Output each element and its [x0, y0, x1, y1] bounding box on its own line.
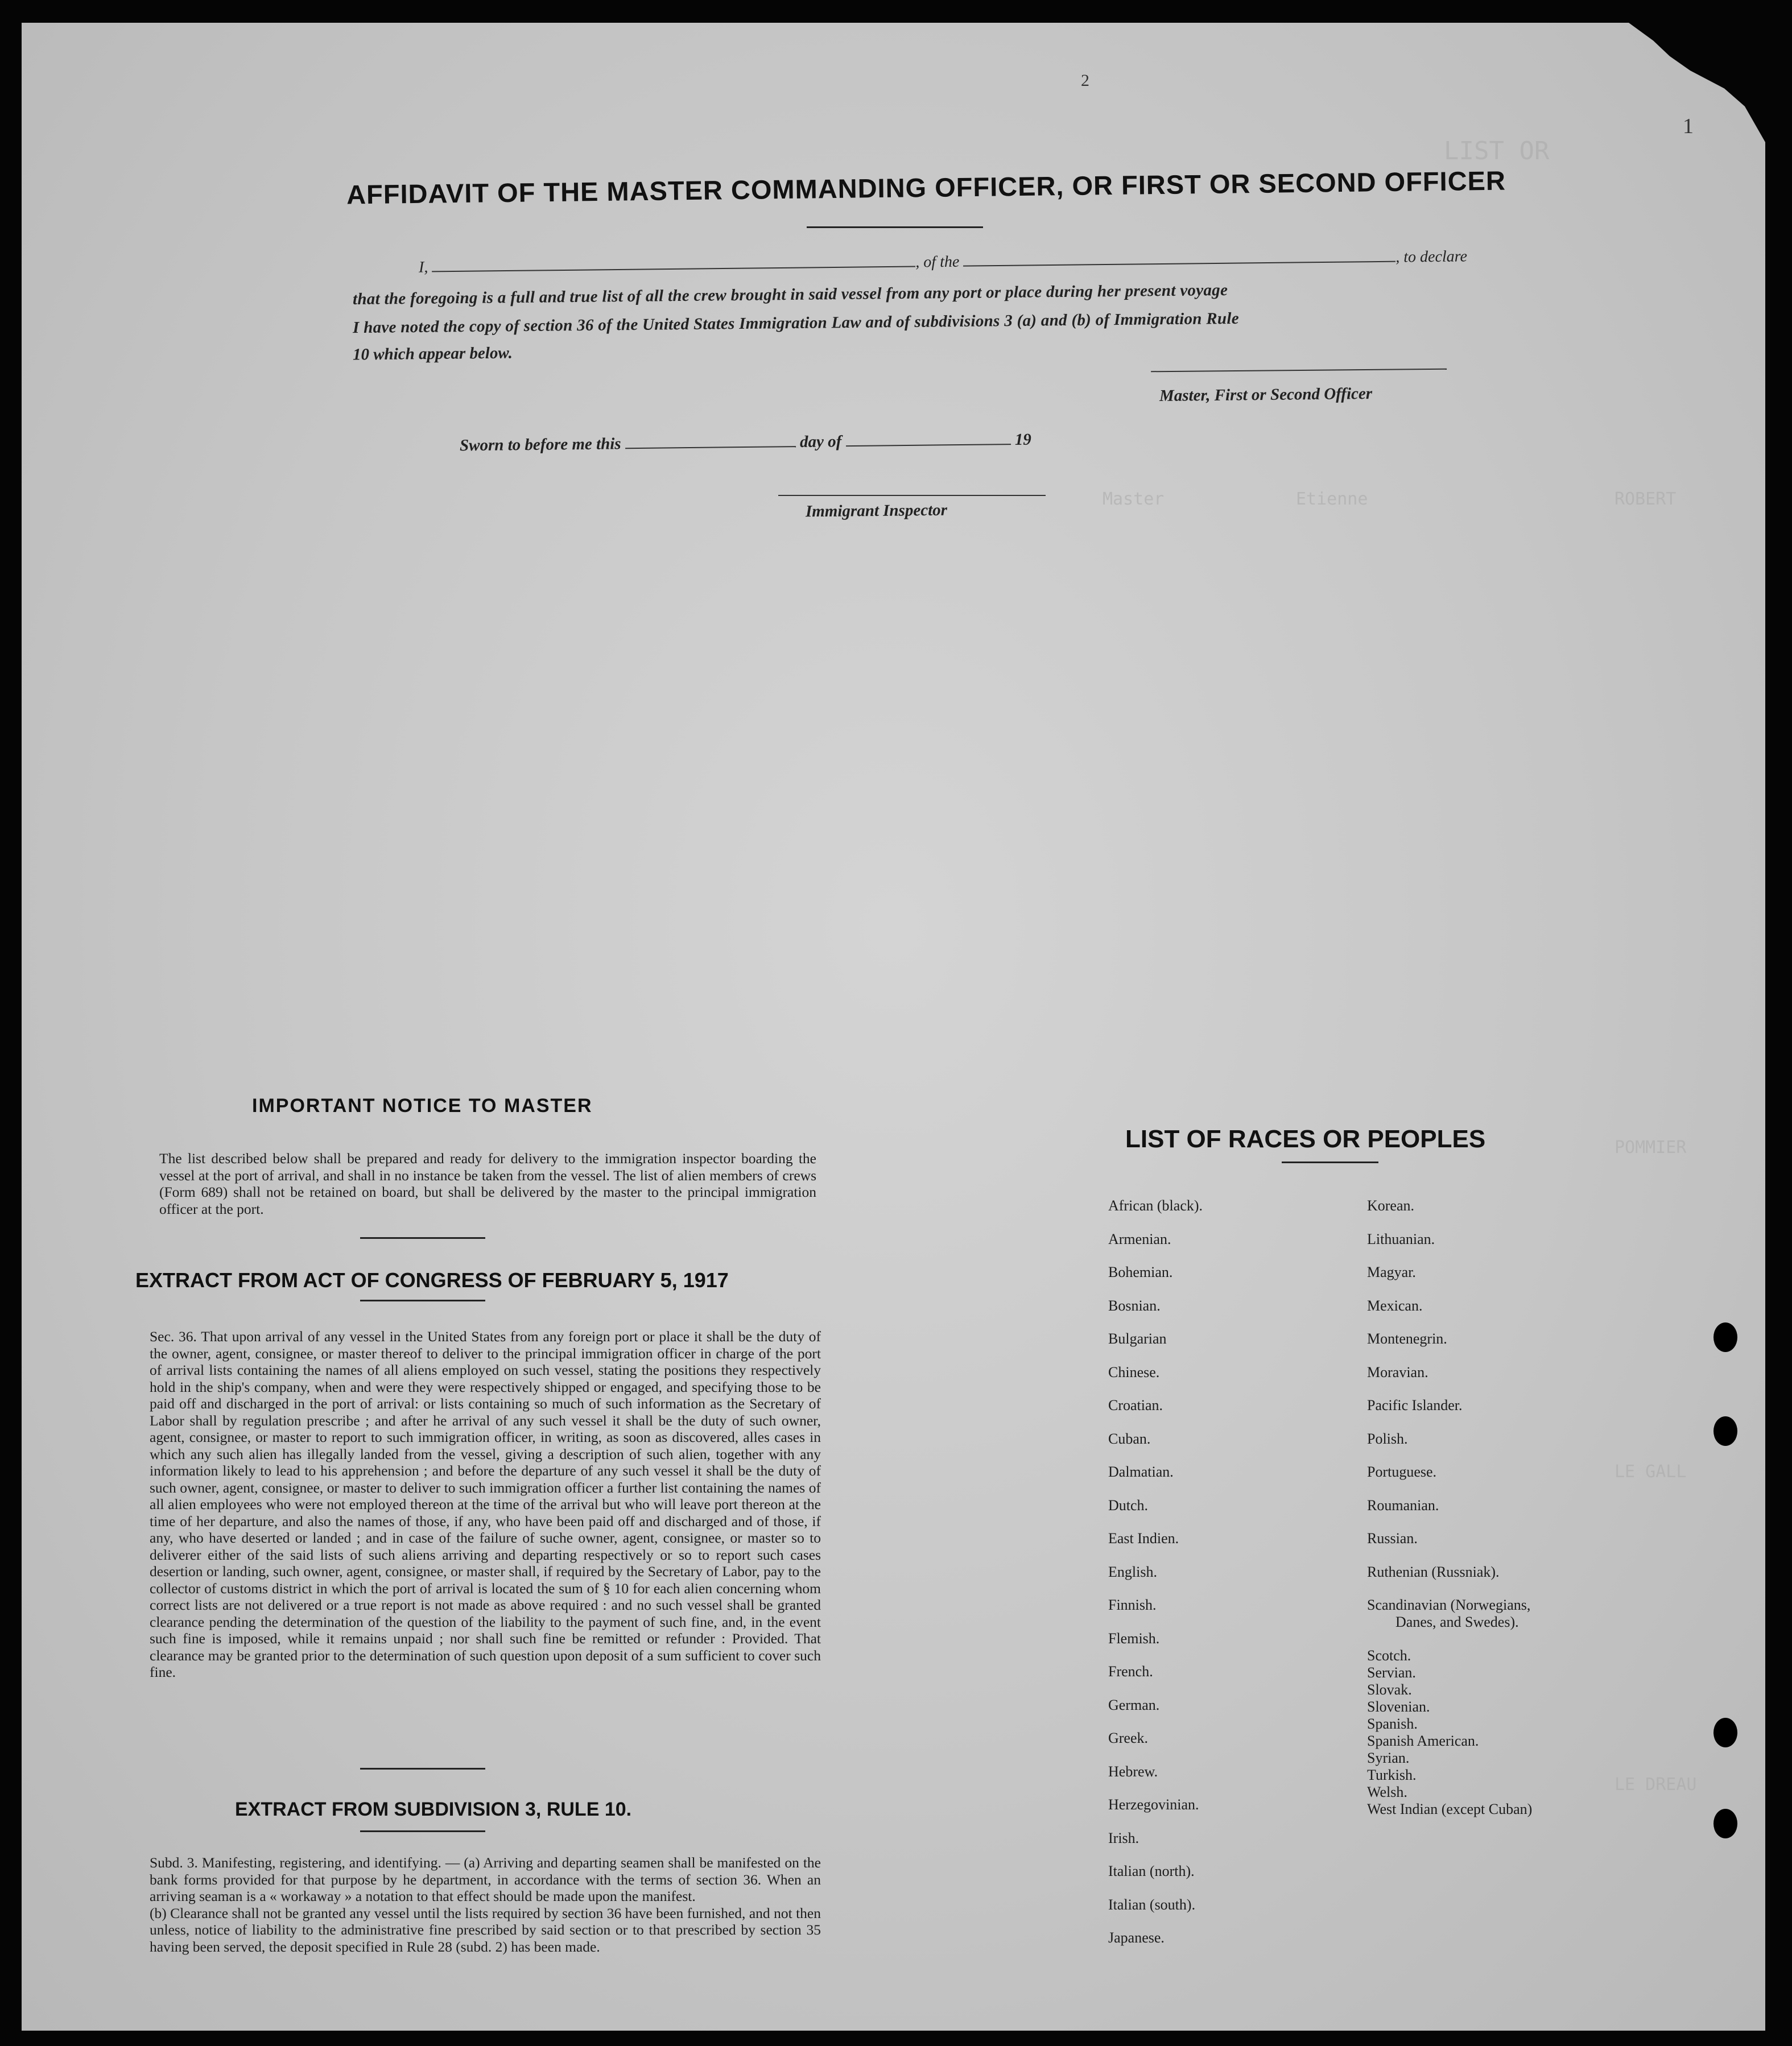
race-item: Dutch.: [1108, 1497, 1149, 1514]
race-item: Lithuanian.: [1367, 1230, 1435, 1247]
race-item: African (black).: [1108, 1197, 1203, 1214]
affidavit-line-1-end: , to declare: [1395, 247, 1468, 266]
affidavit-line-1: [419, 247, 1467, 276]
margin-mark: 2: [1081, 71, 1089, 90]
punch-hole: [1713, 1809, 1737, 1838]
document-sheet: [22, 23, 1765, 2031]
race-item: Spanish American.: [1367, 1732, 1479, 1749]
affidavit-line-1-mid: , of the: [915, 253, 960, 271]
race-item: Welsh.: [1367, 1783, 1407, 1800]
sworn-line: [460, 431, 1031, 456]
race-item: Ruthenian (Russniak).: [1367, 1563, 1500, 1580]
race-item: Scandinavian (Norwegians,: [1367, 1597, 1531, 1613]
notice-heading: IMPORTANT NOTICE TO MASTER: [252, 1095, 593, 1117]
rule-paragraph-a: Subd. 3. Manifesting, registering, and identifying. — (a) Arriving and departing seamen shall be manifested on the bank forms provided for that purpose by he department, in accordance with the terms of section 36. When an arriving seaman is a « workaway » a notation to that effect should be made upon the manifest.: [150, 1854, 821, 1904]
race-item: Chinese.: [1108, 1363, 1160, 1380]
punch-hole: [1713, 1322, 1737, 1352]
affidavit-title: AFFIDAVIT OF THE MASTER COMMANDING OFFICER, OR FIRST OR SECOND OFFICER: [346, 165, 1506, 210]
rule-paragraph-b: (b) Clearance shall not be granted any vessel until the lists required by section 36 have been furnished, and not then unless, notice of liability to the administrative fine prescribed by said section or to that prescribed by section 35 having been served, the deposit specified in Rule 28 (subd. 2) has been made.: [150, 1904, 821, 1955]
name-blank: [432, 254, 915, 272]
race-item: Greek.: [1108, 1730, 1149, 1746]
race-item: Mexican.: [1367, 1297, 1423, 1314]
race-item: Moravian.: [1367, 1363, 1428, 1380]
bleed-through-texture: ROBERT: [1615, 489, 1677, 509]
race-item: Slovak.: [1367, 1681, 1412, 1698]
race-item: Roumanian.: [1367, 1497, 1439, 1514]
bleed-through-texture: POMMIER: [1615, 1138, 1687, 1158]
affidavit-line-4: 10 which appear below.: [352, 344, 513, 364]
race-item: Russian.: [1367, 1530, 1418, 1547]
race-item: East Indien.: [1108, 1530, 1179, 1547]
sworn-mid: day of: [799, 432, 842, 451]
race-item: Italian (north).: [1108, 1863, 1195, 1879]
race-item: Flemish.: [1108, 1630, 1160, 1647]
signature-caption: Master, First or Second Officer: [1159, 385, 1373, 405]
race-item: Servian.: [1367, 1664, 1416, 1681]
races-heading: LIST OF RACES OR PEOPLES: [1125, 1125, 1486, 1153]
race-item: Italian (south).: [1108, 1896, 1196, 1913]
signature-blank: [1151, 356, 1447, 373]
race-item: Polish.: [1367, 1430, 1408, 1447]
month-blank: [845, 431, 1010, 447]
race-item: Irish.: [1108, 1829, 1139, 1846]
race-item: Bosnian.: [1108, 1297, 1161, 1314]
punch-hole: [1713, 1416, 1737, 1446]
race-item: Syrian.: [1367, 1749, 1410, 1766]
race-item: Montenegrin.: [1367, 1330, 1447, 1347]
margin-mark: 1: [1683, 114, 1694, 138]
race-item: Finnish.: [1108, 1597, 1157, 1613]
race-item: Bohemian.: [1108, 1264, 1173, 1280]
race-item: West Indian (except Cuban): [1367, 1800, 1533, 1817]
race-item: Spanish.: [1367, 1715, 1418, 1732]
bleed-through-texture: LE GALL: [1615, 1462, 1687, 1482]
race-item: Armenian.: [1108, 1230, 1171, 1247]
affidavit-line-1-start: I,: [418, 258, 428, 276]
race-item: Turkish.: [1367, 1766, 1417, 1783]
affidavit-line-3: I have noted the copy of section 36 of the United States Immigration Law and of subdivisions 3 (a) and (b) of Immigration Rule: [352, 309, 1240, 337]
race-item: Cuban.: [1108, 1430, 1151, 1447]
race-item: Croatian.: [1108, 1397, 1163, 1413]
bleed-through-texture: LIST OR: [1444, 137, 1550, 166]
sworn-end: 19: [1014, 430, 1032, 449]
race-item: Dalmatian.: [1108, 1464, 1174, 1480]
race-item: Korean.: [1367, 1197, 1415, 1214]
race-item: Japanese.: [1108, 1929, 1165, 1946]
race-item: Magyar.: [1367, 1264, 1416, 1280]
divider: [360, 1768, 485, 1770]
affidavit-line-2: that the foregoing is a full and true list of all the crew brought in said vessel from any port or place during her present voyage: [352, 280, 1228, 309]
sworn-start: Sworn to before me this: [459, 435, 621, 455]
race-item: Bulgarian: [1108, 1330, 1167, 1347]
race-item: Herzegovinian.: [1108, 1796, 1199, 1813]
race-item: French.: [1108, 1663, 1153, 1680]
bleed-through-texture: Etienne: [1296, 489, 1368, 509]
punch-hole: [1713, 1718, 1737, 1747]
divider: [360, 1830, 485, 1832]
vessel-blank: [963, 249, 1395, 267]
torn-corner: [1629, 23, 1765, 142]
race-item: Scotch.: [1367, 1647, 1411, 1664]
act-heading: EXTRACT FROM ACT OF CONGRESS OF FEBRUARY 5, 1917: [135, 1268, 729, 1292]
race-item: Hebrew.: [1108, 1763, 1158, 1780]
race-item: Danes, and Swedes).: [1395, 1614, 1519, 1630]
rule-heading: EXTRACT FROM SUBDIVISION 3, RULE 10.: [235, 1799, 632, 1820]
notice-text: The list described below shall be prepared and ready for delivery to the immigration inspector boarding the vessel at the port of arrival, and shall in no instance be taken from the vessel. The list of alien members of crews (Form 689) shall not be retained on board, but shall be delivered by the master to the principal immigration officer at the port.: [159, 1150, 816, 1217]
divider: [807, 226, 983, 228]
divider: [1282, 1162, 1378, 1163]
rule-text: [150, 1854, 821, 1955]
race-item: English.: [1108, 1563, 1157, 1580]
inspector-signature-blank: [778, 482, 1046, 496]
day-blank: [625, 433, 796, 449]
act-text: Sec. 36. That upon arrival of any vessel in the United States from any foreign port or place it shall be the duty of the owner, agent, consignee, or master thereof to deliver to the principal immigration officer in charge of the port of arrival lists containing the names of all aliens employed on such vessel, stating the positions they respectively hold in the ship's company, when and were they were respectively shipped or engaged, and specifying those to be paid off and discharged in the port of arrival: or lists containing so much of such information as the Secretary of Labor shall by regulation prescribe ; and after he arrival of any such vessel it shall be the duty of such owner, agent, consignee, or master to report to such immigration officer, in writing, as soon as discovered, alles cases in which any such alien has illegally landed from the vessel, giving a description of such alien, together with any information likely to lead to his apprehension ; and before the departure of any such vessel it shall be the duty of such owner, agent, consignee, or master to deliver to such immigration officer a further list containing the names of all alien employees who were not employed thereon at the time of the arrival but who will leave port thereon at the time of her departure, and also the names of those, if any, who have been paid off and discharged and of those, if any, who have deserted or landed ; and in case of the failure of suche owner, agent, consignee, or master so to deliverer either of the said lists of such aliens arriving and departing respectively or so to report such cases desertion or landing, such owner, agent, consignee, or master shall, if required by the Secretary of Labor, pay to the collector of customs district in which the port of arrival is located the sum of § 10 for each alien concerning whom correct lists are not delivered or a true report is not made as above required : and no such vessel shall be granted clearance pending the determination of the question of the liability to the payment of such fine, and, in the event such fine is imposed, while it remains unpaid ; nor shall such fine be remitted or refunder : Provided. That clearance may be granted prior to the determination of such question upon deposit of a sum sufficient to cover such fine.: [150, 1328, 821, 1680]
inspector-caption: Immigrant Inspector: [805, 501, 948, 521]
race-item: German.: [1108, 1696, 1160, 1713]
race-item: Portuguese.: [1367, 1464, 1437, 1480]
divider: [360, 1300, 485, 1301]
race-item: Pacific Islander.: [1367, 1397, 1463, 1413]
race-item: Slovenian.: [1367, 1698, 1430, 1715]
bleed-through-texture: Master: [1103, 489, 1165, 509]
divider: [360, 1237, 485, 1239]
bleed-through-texture: LE DREAU: [1615, 1775, 1697, 1795]
